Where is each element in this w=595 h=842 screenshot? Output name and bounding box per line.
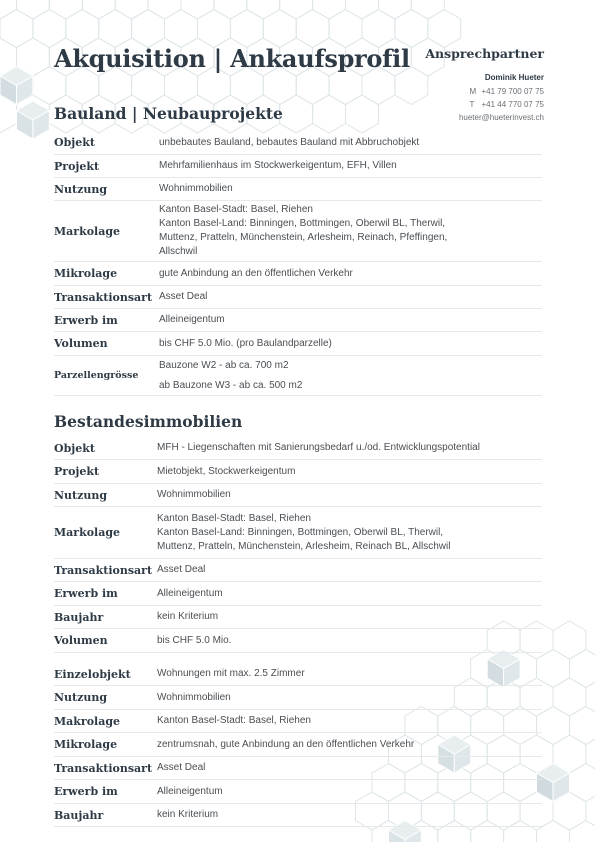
- table-row: [54, 629, 542, 653]
- table-row: [54, 663, 542, 686]
- row-label: Mikrolage: [54, 267, 118, 280]
- pattern-hexagon: [247, 0, 280, 19]
- pattern-hexagon: [17, 0, 50, 19]
- pattern-hexagon: [33, 10, 66, 48]
- page-title: Akquisition | Ankaufsprofil: [54, 44, 410, 73]
- pattern-hexagon: [570, 764, 595, 802]
- pattern-hexagon: [346, 0, 379, 19]
- mobile-label: M: [469, 87, 477, 96]
- row-label: Baujahr: [54, 610, 104, 624]
- table-row: [54, 460, 542, 484]
- value-line: unbebautes Bauland, bebautes Bauland mit Abbruchobjekt: [159, 136, 420, 148]
- table-row: [54, 309, 542, 332]
- table-row: [54, 155, 542, 178]
- table-row: [54, 733, 542, 757]
- table-row: [54, 178, 542, 201]
- contact-heading: Ansprechpartner: [425, 46, 544, 61]
- table-row: [54, 780, 542, 804]
- row-value: [159, 182, 542, 196]
- table-bestand: [54, 437, 542, 653]
- table-row: [54, 686, 542, 710]
- table-row: [54, 559, 542, 582]
- pattern-hexagon: [49, 0, 82, 19]
- value-line: zentrumsnah, gute Anbindung an den öffentlichen Verkehr: [157, 738, 415, 750]
- pattern-hexagon: [115, 0, 148, 19]
- value-line: Wohnimmobilien: [157, 691, 231, 703]
- row-label: Transaktionsart: [54, 761, 153, 775]
- row-value: [157, 714, 542, 728]
- row-value: [157, 634, 542, 648]
- table-row: [54, 507, 542, 559]
- row-value: [159, 136, 542, 150]
- value-line: Wohnimmobilien: [157, 489, 231, 500]
- pattern-hexagon: [362, 10, 395, 48]
- row-label: Nutzung: [54, 488, 108, 502]
- row-value: [157, 808, 542, 822]
- pattern-hexagon: [570, 821, 595, 842]
- row-value: [157, 587, 542, 601]
- value-line: Bauzone W2 - ab ca. 700 m2: [159, 359, 289, 371]
- table-einzel: [54, 663, 542, 827]
- row-value: [157, 563, 542, 577]
- pattern-hexagon: [0, 10, 33, 48]
- pattern-hexagon: [313, 95, 346, 133]
- table-row: [54, 131, 542, 155]
- value-line: Muttenz, Pratteln, Münchenstein, Arlesheim, Reinach BL, Allschwil: [157, 540, 451, 552]
- value-line: Alleineigentum: [157, 785, 223, 797]
- pattern-hexagon: [148, 0, 181, 19]
- pattern-hexagon: [280, 0, 313, 19]
- value-line: gute Anbindung an den öffentlichen Verkehr: [159, 267, 353, 279]
- table-row: [54, 356, 542, 396]
- row-label: Markolage: [54, 526, 121, 539]
- value-line: Kanton Basel-Land: Binningen, Bottmingen, Oberwil BL, Therwil,: [159, 218, 446, 229]
- value-line: kein Kriterium: [157, 809, 219, 820]
- row-label: Einzelobjekt: [54, 667, 131, 681]
- pattern-hexagon: [99, 10, 132, 48]
- pattern-hexagon: [230, 10, 263, 48]
- row-value: [157, 761, 542, 775]
- value-line: Alleineigentum: [159, 314, 225, 325]
- pattern-hexagon: [379, 0, 412, 19]
- row-value: [157, 738, 542, 752]
- value-line: Mietobjekt, Stockwerkeigentum: [157, 465, 296, 477]
- contact-block: [425, 46, 544, 124]
- table-row: [54, 484, 542, 507]
- row-label: Transaktionsart: [54, 290, 153, 304]
- pattern-hexagon: [553, 678, 586, 716]
- row-label: Objekt: [54, 441, 95, 455]
- phone-number: +41 44 770 07 75: [481, 100, 544, 109]
- row-value: [159, 267, 542, 281]
- pattern-hexagon: [346, 95, 379, 133]
- pattern-hexagon: [214, 0, 247, 19]
- table-row: [54, 262, 542, 286]
- pattern-hexagon: [570, 650, 595, 688]
- value-line: ab Bauzone W3 - ab ca. 500 m2: [159, 379, 303, 391]
- row-label: Objekt: [54, 136, 95, 149]
- pattern-hexagon: [280, 95, 313, 133]
- table-row: [54, 757, 542, 780]
- pattern-hexagon: [296, 10, 329, 48]
- pattern-hexagon: [82, 0, 115, 19]
- row-label: Volumen: [54, 337, 108, 350]
- row-value: [157, 512, 542, 554]
- row-label: Erwerb im: [54, 587, 118, 600]
- value-line: Kanton Basel-Stadt: Basel, Riehen: [157, 715, 311, 726]
- row-label: Mikrolage: [54, 738, 118, 751]
- row-label: Baujahr: [54, 808, 104, 822]
- value-line: Kanton Basel-Stadt: Basel, Riehen: [159, 204, 313, 215]
- value-line: Alleineigentum: [157, 587, 223, 599]
- table-row: [54, 582, 542, 606]
- pattern-hexagon: [132, 10, 165, 48]
- table-row: [54, 201, 542, 262]
- value-line: Allschwil: [159, 246, 198, 257]
- row-label: Transaktionsart: [54, 563, 153, 577]
- row-value: [159, 337, 542, 351]
- pattern-hexagon: [313, 0, 346, 19]
- row-label: Erwerb im: [54, 785, 118, 798]
- pattern-hexagon: [329, 10, 362, 48]
- value-line: Mehrfamilienhaus im Stockwerkeigentum, EFH, Villen: [159, 160, 397, 171]
- pattern-hexagon: [395, 10, 428, 48]
- row-value: [159, 359, 542, 393]
- pattern-hexagon: [198, 10, 231, 48]
- row-value: [159, 313, 542, 327]
- value-line: bis CHF 5.0 Mio. (pro Baulandparzelle): [159, 337, 332, 349]
- value-line: Asset Deal: [157, 762, 206, 773]
- value-line: MFH - Liegenschaften mit Sanierungsbedarf u./od. Entwicklungspotential: [157, 442, 480, 453]
- contact-mobile: [425, 85, 544, 98]
- row-value: [157, 610, 542, 624]
- contact-phone: [425, 98, 544, 111]
- table-bauland: [54, 131, 542, 396]
- row-label: Parzellengrösse: [54, 370, 139, 381]
- row-value: [157, 488, 542, 502]
- pattern-hexagon: [570, 707, 595, 745]
- contact-name: Dominik Hueter: [484, 73, 544, 82]
- table-row: [54, 710, 542, 733]
- value-line: Wohnungen mit max. 2.5 Zimmer: [157, 668, 305, 679]
- table-row: [54, 606, 542, 629]
- pattern-hexagon: [428, 10, 461, 48]
- table-row: [54, 437, 542, 460]
- row-label: Makrolage: [54, 714, 121, 728]
- value-line: Asset Deal: [159, 291, 208, 302]
- row-label: Markolage: [54, 224, 121, 238]
- row-value: [159, 290, 542, 304]
- pattern-hexagon: [0, 0, 17, 19]
- table-row: [54, 804, 542, 827]
- table-row: [54, 286, 542, 309]
- row-label: Erwerb im: [54, 313, 118, 327]
- row-value: [159, 159, 542, 173]
- row-label: Projekt: [54, 465, 100, 478]
- contact-email[interactable]: hueter@hueterinvest.ch: [458, 113, 544, 122]
- row-label: Projekt: [54, 159, 100, 173]
- phone-label: T: [469, 100, 475, 109]
- row-value: [159, 203, 542, 259]
- value-line: bis CHF 5.0 Mio.: [157, 634, 232, 646]
- pattern-hexagon: [263, 10, 296, 48]
- row-label: Volumen: [54, 634, 108, 647]
- row-label: Nutzung: [54, 691, 108, 704]
- row-value: [157, 667, 542, 681]
- value-line: Kanton Basel-Land: Binningen, Bottmingen, Oberwil BL, Therwil,: [157, 526, 444, 538]
- row-value: [157, 691, 542, 705]
- section-title-bauland: Bauland | Neubauprojekte: [54, 104, 283, 123]
- row-value: [157, 785, 542, 799]
- pattern-hexagon: [66, 10, 99, 48]
- section-title-bestand: Bestandesimmobilien: [54, 412, 243, 431]
- value-line: Kanton Basel-Stadt: Basel, Riehen: [157, 512, 311, 524]
- mobile-number: +41 79 700 07 75: [481, 87, 544, 96]
- pattern-hexagon: [411, 0, 444, 19]
- row-value: [157, 465, 542, 479]
- pattern-hexagon: [181, 0, 214, 19]
- row-value: [157, 441, 542, 455]
- row-label: Nutzung: [54, 182, 108, 196]
- value-line: Muttenz, Pratteln, Münchenstein, Arlesheim, Reinach, Pfeffingen,: [159, 232, 448, 243]
- pattern-hexagon: [165, 10, 198, 48]
- value-line: kein Kriterium: [157, 611, 219, 622]
- value-line: Asset Deal: [157, 564, 206, 575]
- pattern-hexagon: [553, 621, 586, 659]
- table-row: [54, 332, 542, 356]
- value-line: Wohnimmobilien: [159, 183, 233, 194]
